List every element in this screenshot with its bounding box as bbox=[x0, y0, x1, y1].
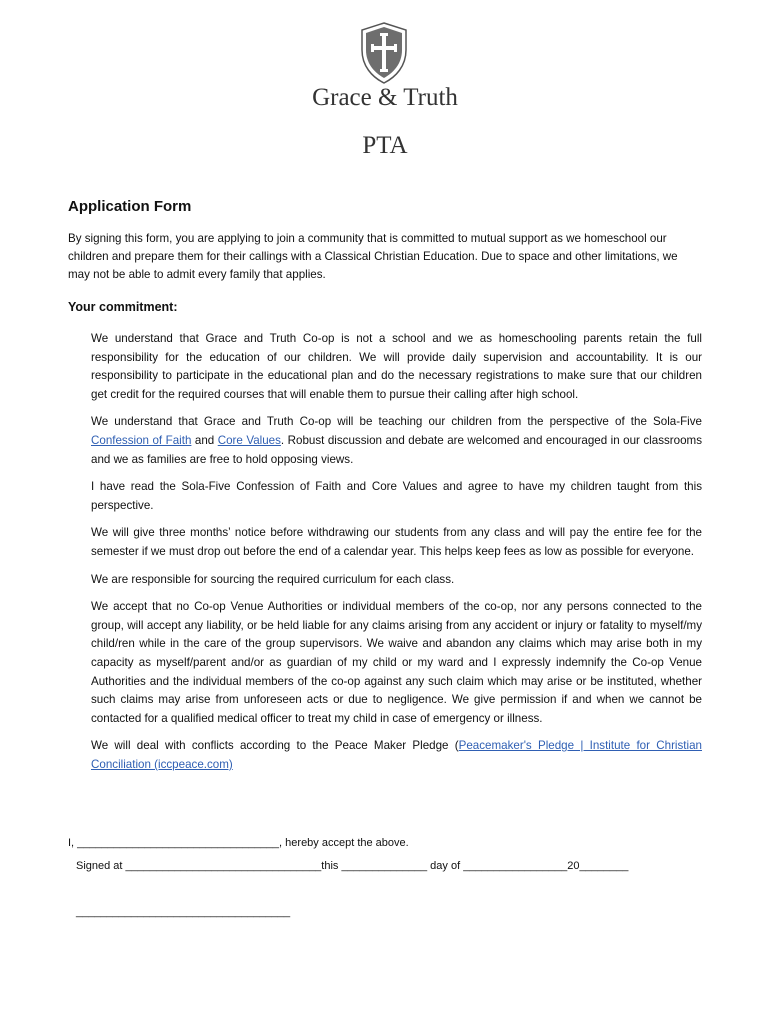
peacemakers-pledge-link[interactable]: Peacemaker's Pledge | Institute for Christian Conciliation (iccpeace.com) bbox=[91, 739, 702, 771]
shield-cross-icon bbox=[360, 22, 408, 84]
intro-paragraph: By signing this form, you are applying to join a community that is committed to mutual support as we homeschool our children and prepare them for their callings with a Classical Christian Education. Due to space and other limitations, we may not be able to admit every family that applies. bbox=[68, 232, 678, 281]
commitment-paragraph-7 bbox=[91, 737, 702, 774]
commitment-paragraph-2 bbox=[91, 413, 702, 469]
commitment-list bbox=[91, 330, 702, 783]
signature-line[interactable]: ___________________________________ bbox=[76, 906, 291, 918]
commitment-heading: Your commitment: bbox=[68, 300, 178, 314]
commitment-paragraph-5: We are responsible for sourcing the required curriculum for each class. bbox=[91, 572, 455, 586]
signed-at-line[interactable]: Signed at ________________________________this ______________ day of _________________20________ bbox=[76, 860, 629, 872]
org-subtitle: PTA bbox=[362, 132, 408, 159]
p2-text-after: . Robust discussion and debate are welcomed and encouraged in our classrooms and we as families are free to hold opposing views. bbox=[91, 433, 703, 466]
commitment-paragraph-3: I have read the Sola-Five Confession of Faith and Core Values and agree to have my children taught from this perspective. bbox=[91, 480, 702, 512]
p7-text-before: We will deal with conflicts according to the Peace Maker Pledge ( bbox=[91, 739, 459, 753]
commitment-paragraph-4: We will give three months’ notice before withdrawing our students from any class and will pay the entire fee for the semester if we must drop out before the end of a calendar year. This helps keep fees as low as possible for everyone. bbox=[91, 526, 702, 558]
commitment-paragraph-6: We accept that no Co-op Venue Authorities or individual members of the co-op, nor any persons connected to the group, will accept any liability, or be held liable for any claims arising from any accident or injury or fatality to myself/my child/ren while in the care of the group supervisors. We waive and abandon any claims which may arise both in my capacity as myself/parent and/or as guardian of my child or my ward and I expressly indemnify the Co-op Venue Authorities and the individual members of the co-op against any such claim which may arise or be instituted, whether such claims may arise from unforeseen acts or due to negligence. We give permission if and when we cannot be contacted for a qualified medical officer to treat my child in case of emergency or illness. bbox=[91, 600, 702, 725]
org-name: Grace & Truth bbox=[312, 84, 458, 111]
core-values-link[interactable]: Core Values bbox=[217, 433, 281, 447]
form-title: Application Form bbox=[68, 198, 192, 215]
commitment-paragraph-1: We understand that Grace and Truth Co-op is not a school and we as homeschooling parents retain the full responsibility for the education of our children. We will provide daily supervision and accountability. It is our responsibility to participate in the educational plan and do the necessary registrations to make sure that our children get credit for the required courses that will enable them to pursue their calling after high school. bbox=[91, 332, 702, 401]
p2-text-before: We understand that Grace and Truth Co-op will be teaching our children from the perspective of the Sola-Five bbox=[91, 415, 702, 429]
acceptance-line[interactable]: I, _________________________________, hereby accept the above. bbox=[68, 837, 409, 849]
confession-of-faith-link[interactable]: Confession of Faith bbox=[91, 433, 192, 447]
p2-and: and bbox=[191, 433, 218, 447]
